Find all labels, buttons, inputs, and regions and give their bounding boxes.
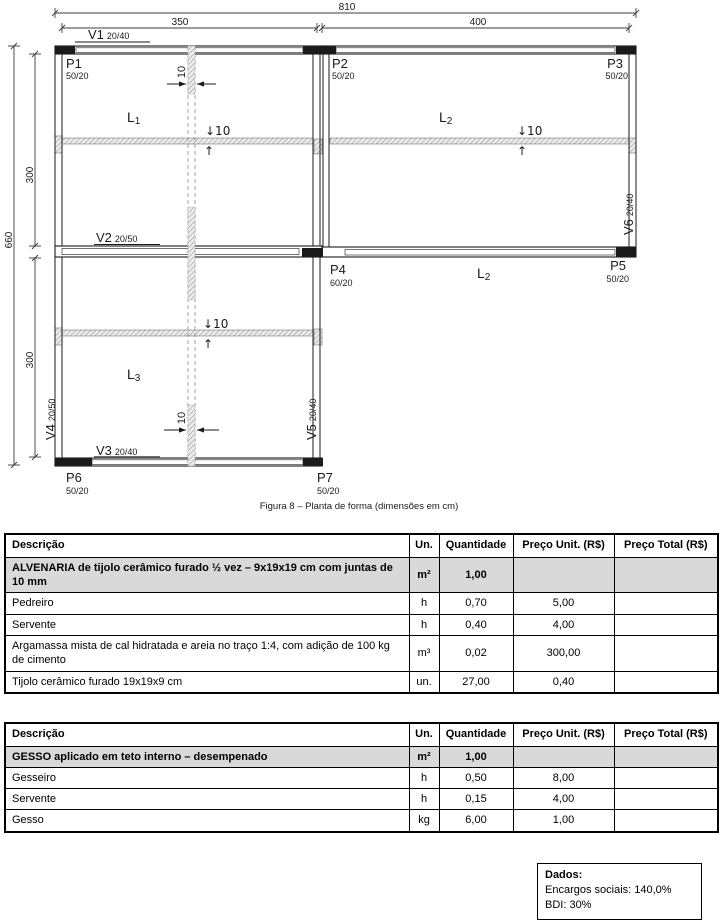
cell-unit-price: 300,00 <box>513 635 614 671</box>
beam-v2-label: V2 20/50 <box>96 230 138 245</box>
beam-v6-label: V620/40 <box>621 193 636 235</box>
slab-l1-label: L1 <box>127 109 141 127</box>
column-p6-block <box>55 458 92 466</box>
column-p3-label: P3 <box>607 56 623 71</box>
cell-desc: Servente <box>5 789 409 810</box>
column-p2-block <box>303 46 336 54</box>
column-labels <box>66 56 629 496</box>
cell-unit-price: 8,00 <box>513 767 614 788</box>
dim-lower-bay-height: 300 <box>25 351 36 369</box>
dados-title: Dados: <box>545 868 583 881</box>
cell-un: h <box>409 593 439 614</box>
beam-v4-label: V420/50 <box>43 398 58 440</box>
column-p4-block <box>302 248 323 257</box>
cell-total-price <box>614 746 718 767</box>
cell-un: h <box>409 767 439 788</box>
header-preco-unit: Preço Unit. (R$) <box>513 723 614 746</box>
column-p4-section: 60/20 <box>330 278 353 288</box>
table-row <box>5 767 718 788</box>
cell-qtd: 0,15 <box>439 789 513 810</box>
slab-l3-label: L3 <box>127 366 141 384</box>
wall-width-label: 10 <box>176 411 188 425</box>
cell-desc: Gesseiro <box>5 767 409 788</box>
header-preco-total: Preço Total (R$) <box>614 534 718 557</box>
cell-qtd: 0,40 <box>439 614 513 635</box>
cell-desc: ALVENARIA de tijolo cerâmico furado ½ vez – 9x19x19 cm com juntas de 10 mm <box>5 557 409 593</box>
beam-v1-label: V1 20/40 <box>88 27 130 42</box>
beam-labels <box>43 27 636 458</box>
dados-encargos-sociais: Encargos sociais: 140,0% <box>545 883 672 896</box>
cell-total-price <box>614 789 718 810</box>
slab-l2-label: L2 <box>477 265 491 283</box>
cell-unit-price: 4,00 <box>513 789 614 810</box>
cell-unit-price: 5,00 <box>513 593 614 614</box>
cell-total-price <box>614 767 718 788</box>
cell-unit-price <box>513 557 614 593</box>
cell-qtd: 1,00 <box>439 557 513 593</box>
cell-un: kg <box>409 810 439 832</box>
cell-un: m³ <box>409 635 439 671</box>
cell-total-price <box>614 593 718 614</box>
cell-total-price <box>614 810 718 832</box>
beam-v5-label: V520/40 <box>304 398 319 440</box>
up-arrow-annotation: ↑ <box>517 144 528 158</box>
table-row <box>5 810 718 832</box>
dim-right-bay-width: 400 <box>469 17 487 28</box>
cell-un: h <box>409 789 439 810</box>
column-p7-section: 50/20 <box>317 486 340 496</box>
slab-drop-annotation: ↓10 <box>205 124 231 138</box>
cell-desc: Pedreiro <box>5 593 409 614</box>
cell-desc: GESSO aplicado em teto interno – desempenado <box>5 746 409 767</box>
column-p7-label: P7 <box>317 470 333 485</box>
header-unidade: Un. <box>409 534 439 557</box>
wall-width-label: 10 <box>176 65 188 79</box>
header-preco-unit: Preço Unit. (R$) <box>513 534 614 557</box>
cell-un: m² <box>409 557 439 593</box>
cell-unit-price: 1,00 <box>513 810 614 832</box>
cell-un: un. <box>409 671 439 693</box>
header-preco-total: Preço Total (R$) <box>614 723 718 746</box>
cell-desc: Tijolo cerâmico furado 19x19x9 cm <box>5 671 409 693</box>
table-header-row <box>5 534 718 557</box>
cell-un: m² <box>409 746 439 767</box>
header-quantidade: Quantidade <box>439 723 513 746</box>
cell-qtd: 6,00 <box>439 810 513 832</box>
cell-total-price <box>614 671 718 693</box>
column-p1-section: 50/20 <box>66 71 89 81</box>
table-row <box>5 614 718 635</box>
column-p5-label: P5 <box>610 258 626 273</box>
table-row <box>5 789 718 810</box>
column-p2-section: 50/20 <box>332 71 355 81</box>
header-quantidade: Quantidade <box>439 534 513 557</box>
cell-qtd: 0,50 <box>439 767 513 788</box>
cell-unit-price: 0,40 <box>513 671 614 693</box>
column-p5-section: 50/20 <box>606 274 629 284</box>
dim-upper-bay-height: 300 <box>25 166 36 184</box>
up-arrow-annotation: ↑ <box>203 337 214 351</box>
hidden-wall-strip <box>188 46 195 466</box>
table-row <box>5 593 718 614</box>
beam-v3-label: V3 20/40 <box>96 443 138 458</box>
cell-un: h <box>409 614 439 635</box>
cell-total-price <box>614 557 718 593</box>
table-header-row <box>5 723 718 746</box>
column-p7-block <box>303 458 323 466</box>
column-p1-label: P1 <box>66 56 82 71</box>
cell-unit-price <box>513 746 614 767</box>
column-p3-section: 50/20 <box>605 71 628 81</box>
column-p2-label: P2 <box>332 56 348 71</box>
horizontal-beams <box>55 46 636 466</box>
dim-overall-width: 810 <box>338 2 356 13</box>
slab-drop-annotation: ↓10 <box>517 124 543 138</box>
column-p4-label: P4 <box>330 262 346 277</box>
table-row <box>5 557 718 593</box>
dados-box <box>537 863 702 920</box>
cell-desc: Gesso <box>5 810 409 832</box>
column-p5-block <box>616 247 636 257</box>
cell-desc: Servente <box>5 614 409 635</box>
cell-qtd: 0,02 <box>439 635 513 671</box>
header-descricao: Descrição <box>5 723 409 746</box>
cell-qtd: 0,70 <box>439 593 513 614</box>
header-unidade: Un. <box>409 723 439 746</box>
column-p6-section: 50/20 <box>66 486 89 496</box>
column-p3-block <box>616 46 636 54</box>
table-row <box>5 635 718 671</box>
dim-left-bay-width: 350 <box>171 17 189 28</box>
dados-bdi: BDI: 30% <box>545 898 592 911</box>
up-arrow-annotation: ↑ <box>204 144 215 158</box>
slab-l2-label: L2 <box>439 109 453 127</box>
cost-table-gesso <box>4 722 719 833</box>
cell-qtd: 27,00 <box>439 671 513 693</box>
table-row <box>5 671 718 693</box>
cell-qtd: 1,00 <box>439 746 513 767</box>
column-p6-label: P6 <box>66 470 82 485</box>
cost-table-alvenaria <box>4 533 719 694</box>
table-row <box>5 746 718 767</box>
slab-annotations <box>203 124 542 351</box>
slab-wall-bands <box>55 136 636 345</box>
dim-overall-height: 660 <box>4 231 15 249</box>
figure-caption: Figura 8 – Planta de forma (dimensões em cm) <box>259 501 459 512</box>
cell-total-price <box>614 614 718 635</box>
cell-total-price <box>614 635 718 671</box>
slab-drop-annotation: ↓10 <box>203 317 229 331</box>
header-descricao: Descrição <box>5 534 409 557</box>
cell-desc: Argamassa mista de cal hidratada e areia no traço 1:4, com adição de 100 kg de cimento <box>5 635 409 671</box>
column-p1-block <box>55 46 75 54</box>
cell-unit-price: 4,00 <box>513 614 614 635</box>
